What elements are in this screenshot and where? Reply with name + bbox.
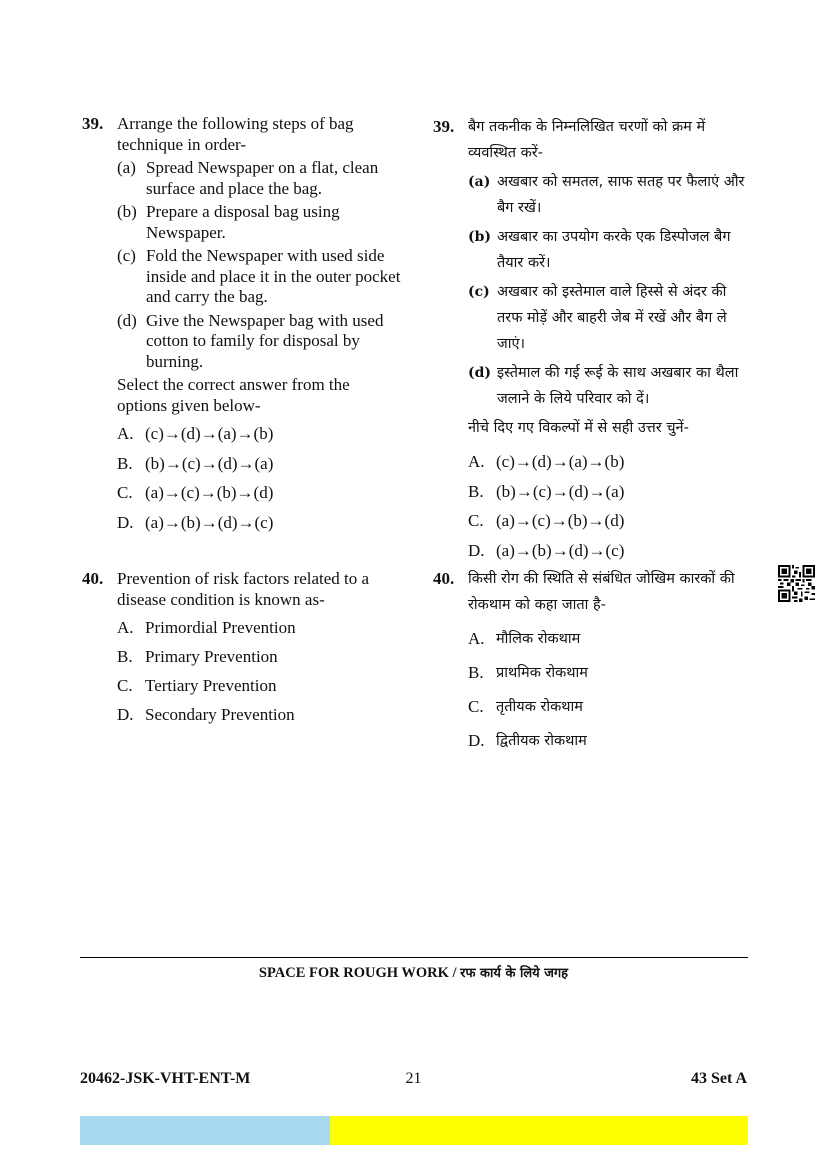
question-stem: Prevention of risk factors related to a disease condition is known as-	[117, 569, 370, 609]
option-label: D.	[117, 512, 134, 532]
option-c[interactable]	[117, 676, 402, 705]
step-item	[117, 202, 402, 243]
option-text: (c)→(d)→(a)→(b)	[145, 424, 274, 443]
option-label: A.	[468, 629, 485, 648]
step-item	[468, 279, 753, 357]
set-label: 43 Set A	[691, 1070, 747, 1087]
option-d[interactable]	[117, 513, 402, 543]
option-text: Secondary Prevention	[145, 705, 295, 724]
option-label: D.	[117, 705, 134, 724]
option-b[interactable]	[468, 660, 753, 694]
option-text: तृतीयक रोकथाम	[496, 699, 583, 715]
option-label: D.	[468, 540, 485, 560]
question-number: 39.	[433, 117, 455, 136]
rough-work-hindi: रफ कार्य के लिये जगह	[460, 966, 569, 981]
option-text: (b)→(c)→(d)→(a)	[145, 453, 274, 473]
question-block	[433, 114, 753, 567]
option-text: (c)→(d)→(a)→(b)	[496, 452, 625, 471]
option-text: Primordial Prevention	[145, 618, 296, 637]
options-list	[117, 424, 402, 542]
q39-english	[82, 114, 402, 542]
step-label: (d)	[468, 365, 492, 381]
options-list	[468, 449, 753, 567]
option-a[interactable]	[117, 424, 402, 454]
step-item	[117, 158, 402, 199]
option-text: Primary Prevention	[145, 647, 278, 666]
step-label: (c)	[117, 246, 136, 265]
option-label: B.	[117, 453, 133, 473]
option-text: (a)→(c)→(b)→(d)	[496, 511, 625, 530]
option-b[interactable]	[468, 479, 753, 509]
option-text: (a)→(c)→(b)→(d)	[145, 483, 274, 502]
option-a[interactable]	[468, 449, 753, 479]
question-block	[433, 566, 753, 762]
option-b[interactable]	[117, 454, 402, 484]
q39-hindi	[433, 114, 753, 567]
option-label: A.	[117, 618, 134, 637]
rough-work-english: SPACE FOR ROUGH WORK /	[258, 965, 461, 981]
option-d[interactable]	[468, 728, 753, 762]
step-text: अखबार को समतल, साफ सतह पर फैलाएं और बैग रखें।	[497, 174, 745, 216]
options-list	[468, 626, 753, 762]
option-label: C.	[117, 483, 133, 502]
question-block	[82, 114, 402, 542]
question-number: 40.	[433, 569, 455, 588]
option-label: C.	[117, 676, 133, 695]
q40-hindi	[433, 566, 753, 762]
rough-work-divider	[80, 957, 748, 958]
step-label: (b)	[117, 202, 137, 221]
option-a[interactable]	[117, 618, 402, 647]
step-item	[468, 169, 753, 221]
option-text: प्राथमिक रोकथाम	[496, 665, 588, 681]
step-item	[468, 224, 753, 276]
option-d[interactable]	[117, 705, 402, 734]
option-c[interactable]	[468, 694, 753, 728]
step-label: (b)	[468, 229, 492, 245]
step-list	[117, 158, 402, 372]
paper-code: 20462-JSK-VHT-ENT-M	[80, 1070, 251, 1087]
option-label: A.	[117, 424, 134, 443]
option-label: C.	[468, 697, 484, 716]
option-label: B.	[468, 663, 484, 682]
step-text: Give the Newspaper bag with used cotton to family for disposal by burning.	[146, 310, 384, 371]
question-stem: Arrange the following steps of bag technique in order-	[117, 114, 354, 154]
question-number: 40.	[82, 569, 104, 588]
option-text: Tertiary Prevention	[145, 676, 277, 695]
question-block	[82, 569, 402, 734]
option-label: D.	[468, 731, 485, 750]
step-text: Prepare a disposal bag using Newspaper.	[146, 202, 340, 242]
option-text: (b)→(c)→(d)→(a)	[496, 481, 625, 501]
option-text: (a)→(b)→(d)→(c)	[496, 540, 625, 560]
step-label: (a)	[468, 174, 491, 190]
step-item	[117, 311, 402, 373]
option-text: द्वितीयक रोकथाम	[496, 733, 587, 749]
step-text: इस्तेमाल की गई रूई के साथ अखबार का थैला जलाने के लिये परिवार को दें।	[497, 365, 739, 407]
step-label: (d)	[117, 310, 137, 330]
step-list	[468, 169, 753, 412]
option-c[interactable]	[117, 483, 402, 513]
answer-instruction: नीचे दिए गए विकल्पों में से सही उत्तर चुनें-	[468, 420, 689, 436]
options-list	[117, 618, 402, 734]
step-label: (c)	[468, 284, 490, 300]
step-text: Fold the Newspaper with used side inside and place it in the outer pocket and carry the bag.	[146, 246, 401, 306]
question-stem: किसी रोग की स्थिति से संबंधित जोखिम कारकों की रोकथाम को कहा जाता है-	[468, 571, 735, 613]
step-item	[117, 246, 402, 308]
step-text: Spread Newspaper on a flat, clean surface and place the bag.	[146, 158, 379, 198]
option-label: A.	[468, 452, 485, 471]
question-stem: बैग तकनीक के निम्नलिखित चरणों को क्रम में व्यवस्थित करें-	[468, 119, 706, 161]
qr-code-icon	[778, 565, 815, 602]
option-d[interactable]	[468, 538, 753, 568]
step-label: (a)	[117, 158, 136, 177]
option-label: B.	[468, 481, 484, 501]
option-label: C.	[468, 511, 484, 530]
option-a[interactable]	[468, 626, 753, 660]
option-b[interactable]	[117, 647, 402, 676]
option-c[interactable]	[468, 508, 753, 538]
option-text: (a)→(b)→(d)→(c)	[145, 512, 274, 532]
step-item	[468, 360, 753, 412]
question-number: 39.	[82, 114, 104, 133]
step-text: अखबार का उपयोग करके एक डिस्पोजल बैग तैयार करें।	[497, 229, 731, 271]
step-text: अखबार को इस्तेमाल वाले हिस्से से अंदर की तरफ मोड़ें और बाहरी जेब में रखें और बैग ले जाएं।	[497, 284, 727, 352]
rough-work-label	[0, 963, 827, 982]
q40-english	[82, 569, 402, 734]
color-bar-yellow	[330, 1116, 748, 1145]
color-bar-blue	[80, 1116, 330, 1145]
answer-instruction: Select the correct answer from the options given below-	[117, 375, 350, 415]
option-text: मौलिक रोकथाम	[496, 631, 581, 647]
page-number: 21	[405, 1070, 422, 1087]
option-label: B.	[117, 647, 133, 666]
